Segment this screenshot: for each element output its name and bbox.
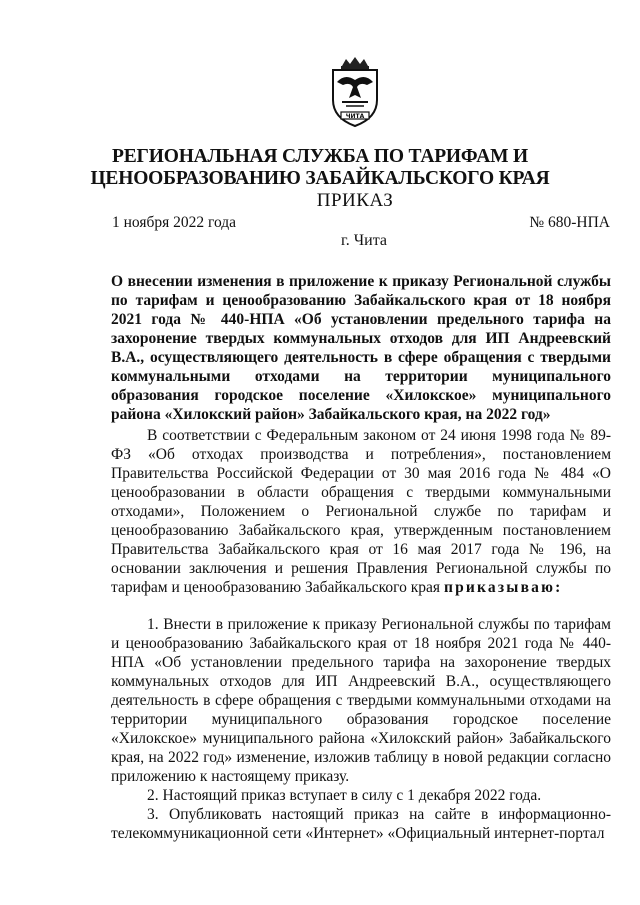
order-subject: [111, 272, 611, 424]
order-date: 1 ноября 2022 года: [112, 214, 237, 231]
order-heading: ПРИКАЗ: [316, 190, 394, 211]
agency-title-line2: ЦЕНООБРАЗОВАНИЮ ЗАБАЙКАЛЬСКОГО КРАЯ: [90, 168, 550, 189]
preamble-text: В соответствии с Федеральным законом от 24 июня 1998 года № 89-ФЗ «Об отходах производства и потребления», постановлением Правительства Российской Федерации от 30 мая 2016 года № 484 «О ценообразовании в области обращения с твердыми коммунальными отходами», Положением о Региональной службе по тарифам и ценообразованию Забайкальского края, утвержденным постановлением Правительства Забайкальского края от 16 мая 2017 года № 196, на основании заключения и решения Правления Региональной службы по тарифам и ценообразованию Забайкальского края: [111, 427, 611, 596]
order-item-2: 2. Настоящий приказ вступает в силу с 1 декабря 2022 года.: [147, 787, 542, 804]
order-item-3: 3. Опубликовать настоящий приказ на сайте в информационно-телекоммуникационной сети «Интернет» «Официальный интернет-портал: [111, 806, 611, 842]
preamble: [111, 426, 611, 597]
order-number: № 680-НПА: [529, 214, 610, 231]
order-city: г. Чита: [340, 232, 387, 249]
order-item-1: 1. Внести в приложение к приказу Региональной службы по тарифам и ценообразованию Забайкальского края от 18 ноября 2021 года № 440-НПА «Об установлении предельного тарифа на захоронение твердых коммунальных отходов для ИП Андреевский В.А., осуществляющего деятельность в сфере обращения с твердыми коммунальными отходами на территории муниципального образования городское поселение «Хилокское» муниципального района «Хилокский район» Забайкальского края, на 2022 год» изменение, изложив таблицу в новой редакции согласно приложению к настоящему приказу.: [111, 616, 611, 785]
agency-title-line1: РЕГИОНАЛЬНАЯ СЛУЖБА ПО ТАРИФАМ И: [112, 146, 528, 167]
coat-of-arms-icon: [328, 56, 382, 130]
preamble-paragraph: [111, 426, 611, 597]
order-items: [111, 615, 611, 843]
command-word: приказываю:: [443, 579, 563, 596]
subject-text: О внесении изменения в приложение к приказу Региональной службы по тарифам и ценообразованию Забайкальского края от 18 ноября 2021 года № 440-НПА «Об установлении предельного тарифа на захоронение твердых коммунальных отходов для ИП Андреевский В.А., осуществляющего деятельность в сфере обращения с твердыми коммунальными отходами на территории муниципального образования городское поселение «Хилокское» муниципального района «Хилокский район» Забайкальского края, на 2022 год»: [111, 273, 611, 423]
svg-text:ЧИТА: ЧИТА: [345, 113, 365, 120]
